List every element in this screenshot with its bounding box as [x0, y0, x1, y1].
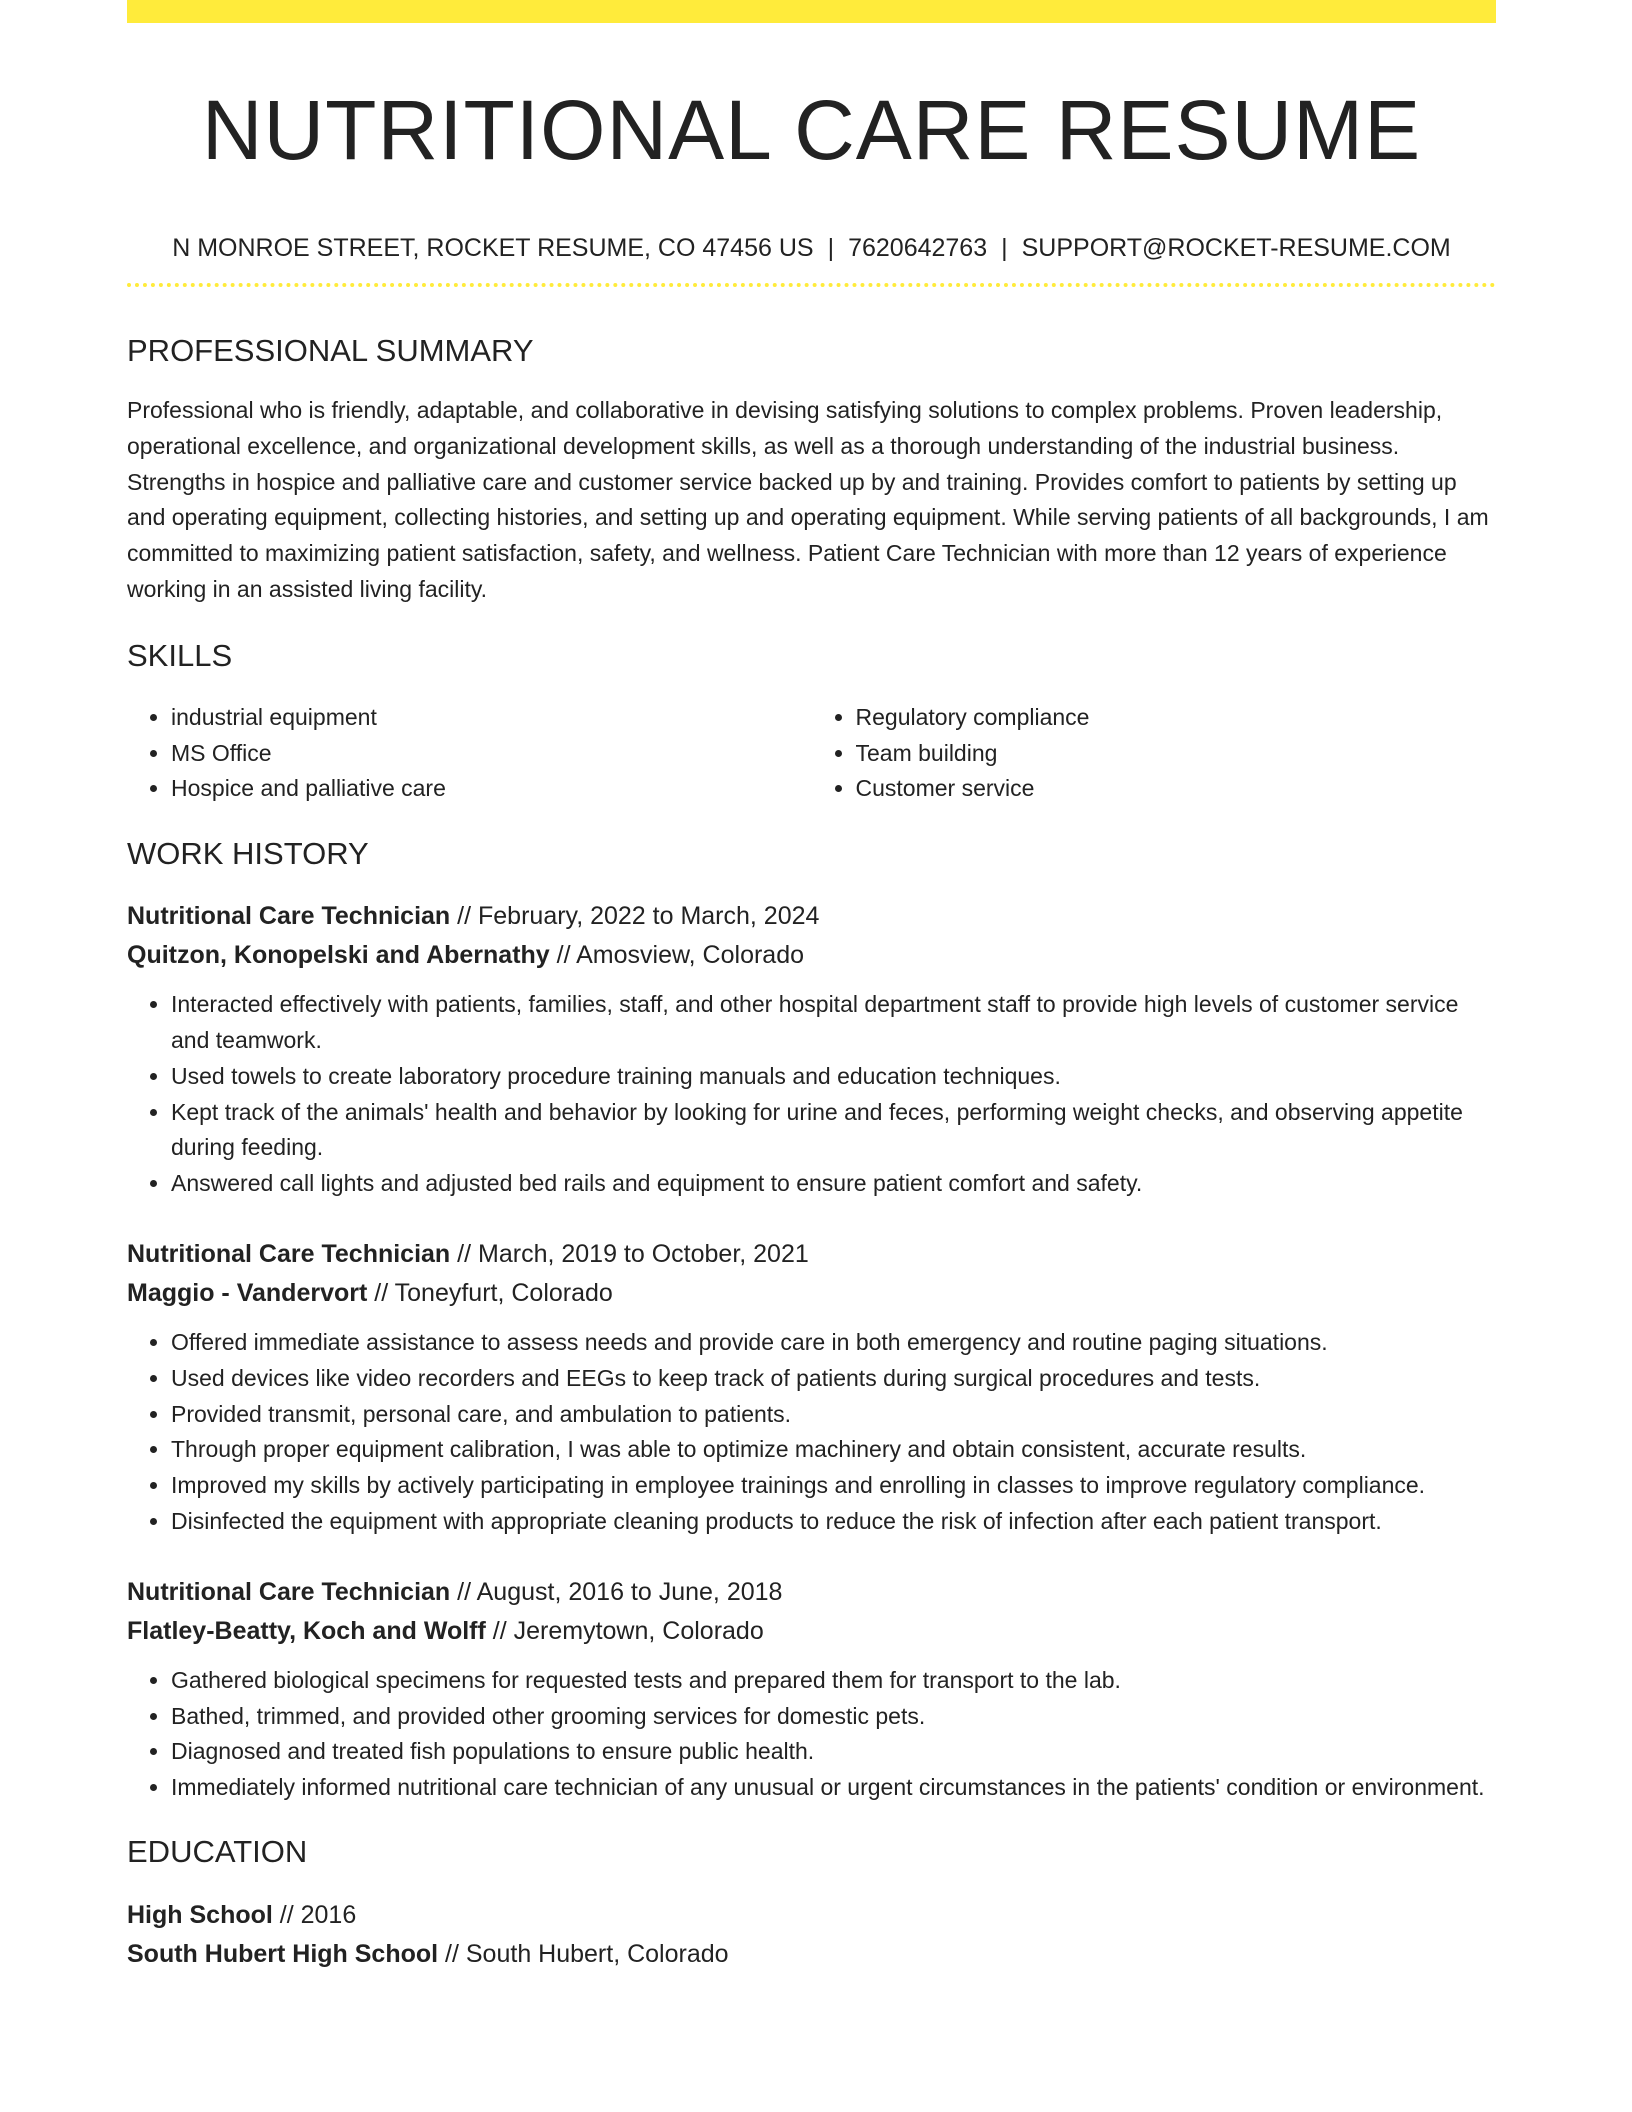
job-company: Maggio - Vandervort: [127, 1278, 368, 1307]
job-entry: [127, 897, 1496, 1202]
job-bullet: • Kept track of the animals' health and behavior by looking for urine and feces, performing weight checks, and observing appetite during feeding.: [171, 1095, 1496, 1167]
job-title: Nutritional Care Technician: [127, 1577, 451, 1606]
education-degree-line: [127, 1896, 1496, 1935]
education-heading: EDUCATION: [127, 1833, 308, 1869]
education-school-line: [127, 1935, 1496, 1974]
job-title-line: [127, 897, 1496, 936]
dotted-divider: [127, 283, 1496, 287]
job-bullet: • Immediately informed nutritional care technician of any unusual or urgent circumstances in the patients' condition or environment.: [171, 1770, 1496, 1806]
job-company-line: [127, 936, 1496, 975]
skill-item: • MS Office: [171, 736, 812, 772]
education-location: // South Hubert, Colorado: [445, 1939, 729, 1968]
skill-item: • Regulatory compliance: [856, 700, 1497, 736]
job-bullet: • Through proper equipment calibration, I was able to optimize machinery and obtain consistent, accurate results.: [171, 1432, 1496, 1468]
job-company-line: [127, 1274, 1496, 1313]
job-company: Quitzon, Konopelski and Abernathy: [127, 941, 550, 970]
job-bullet: • Answered call lights and adjusted bed rails and equipment to ensure patient comfort and safety.: [171, 1166, 1496, 1202]
job-bullet: • Used towels to create laboratory procedure training manuals and education techniques.: [171, 1059, 1496, 1095]
skill-item: • Hospice and palliative care: [171, 771, 812, 807]
job-bullet: • Used devices like video recorders and EEGs to keep track of patients during surgical procedures and tests.: [171, 1361, 1496, 1397]
job-title: Nutritional Care Technician: [127, 902, 451, 931]
accent-bar: [127, 0, 1496, 23]
job-dates: // March, 2019 to October, 2021: [457, 1239, 809, 1268]
skills-heading: SKILLS: [127, 637, 233, 673]
education-school: South Hubert High School: [127, 1939, 439, 1968]
skills-column-left: [127, 700, 812, 807]
education-entry: [127, 1896, 1496, 1974]
job-entry: [127, 1573, 1496, 1806]
contact-separator: |: [1001, 234, 1008, 262]
job-company: Flatley-Beatty, Koch and Wolff: [127, 1616, 486, 1645]
job-entry: [127, 1235, 1496, 1540]
job-title-line: [127, 1235, 1496, 1274]
job-location: // Toneyfurt, Colorado: [374, 1278, 613, 1307]
job-bullet: • Gathered biological specimens for requested tests and prepared them for transport to the lab.: [171, 1663, 1496, 1699]
job-title-line: [127, 1573, 1496, 1612]
job-bullets: [127, 987, 1496, 1202]
job-bullet: • Bathed, trimmed, and provided other grooming services for domestic pets.: [171, 1699, 1496, 1735]
job-bullet: • Improved my skills by actively participating in employee trainings and enrolling in classes to improve regulatory compliance.: [171, 1468, 1496, 1504]
education-degree: High School: [127, 1900, 273, 1929]
skills-grid: [127, 700, 1496, 807]
education-year: // 2016: [279, 1900, 357, 1929]
job-location: // Jeremytown, Colorado: [492, 1616, 764, 1645]
skill-item: • industrial equipment: [171, 700, 812, 736]
resume-page: [127, 0, 1496, 1974]
job-bullets: [127, 1325, 1496, 1540]
summary-heading: PROFESSIONAL SUMMARY: [127, 333, 534, 368]
resume-title: NUTRITIONAL CARE RESUME: [201, 83, 1422, 177]
job-bullet: • Diagnosed and treated fish populations to ensure public health.: [171, 1734, 1496, 1770]
contact-phone: 7620642763: [848, 234, 988, 262]
job-bullet: • Offered immediate assistance to assess needs and provide care in both emergency and routine paging situations.: [171, 1325, 1496, 1361]
job-title: Nutritional Care Technician: [127, 1239, 451, 1268]
job-dates: // August, 2016 to June, 2018: [457, 1577, 783, 1606]
job-dates: // February, 2022 to March, 2024: [457, 902, 820, 931]
contact-email: SUPPORT@ROCKET-RESUME.COM: [1021, 234, 1451, 262]
contact-separator: |: [827, 234, 835, 262]
job-bullet: • Interacted effectively with patients, families, staff, and other hospital department staff to provide high levels of customer service and teamwork.: [171, 987, 1496, 1059]
skills-column-right: [812, 700, 1497, 807]
job-bullet: • Disinfected the equipment with appropriate cleaning products to reduce the risk of infection after each patient transport.: [171, 1504, 1496, 1540]
contact-line: [127, 232, 1496, 264]
work-history-heading: WORK HISTORY: [127, 836, 369, 872]
job-company-line: [127, 1612, 1496, 1651]
job-location: // Amosview, Colorado: [556, 941, 805, 970]
skill-item: • Team building: [856, 736, 1497, 772]
skill-item: • Customer service: [856, 771, 1497, 807]
contact-address: N MONROE STREET, ROCKET RESUME, CO 47456 US: [172, 234, 814, 262]
job-bullets: [127, 1663, 1496, 1806]
summary-text: Professional who is friendly, adaptable, and collaborative in devising satisfying solutions to complex problems. Proven leadership, operational excellence, and organizational development skills, as well as a thorough understanding of the industrial business. Strengths in hospice and palliative care and customer service backed up by and training. Provides comfort to patients by setting up and operating equipment, collecting histories, and setting up and operating equipment. While serving patients of all backgrounds, I am committed to maximizing patient satisfaction, safety, and wellness. Patient Care Technician with more than 12 years of experience working in an assisted living facility.: [127, 397, 1489, 602]
job-bullet: • Provided transmit, personal care, and ambulation to patients.: [171, 1397, 1496, 1433]
